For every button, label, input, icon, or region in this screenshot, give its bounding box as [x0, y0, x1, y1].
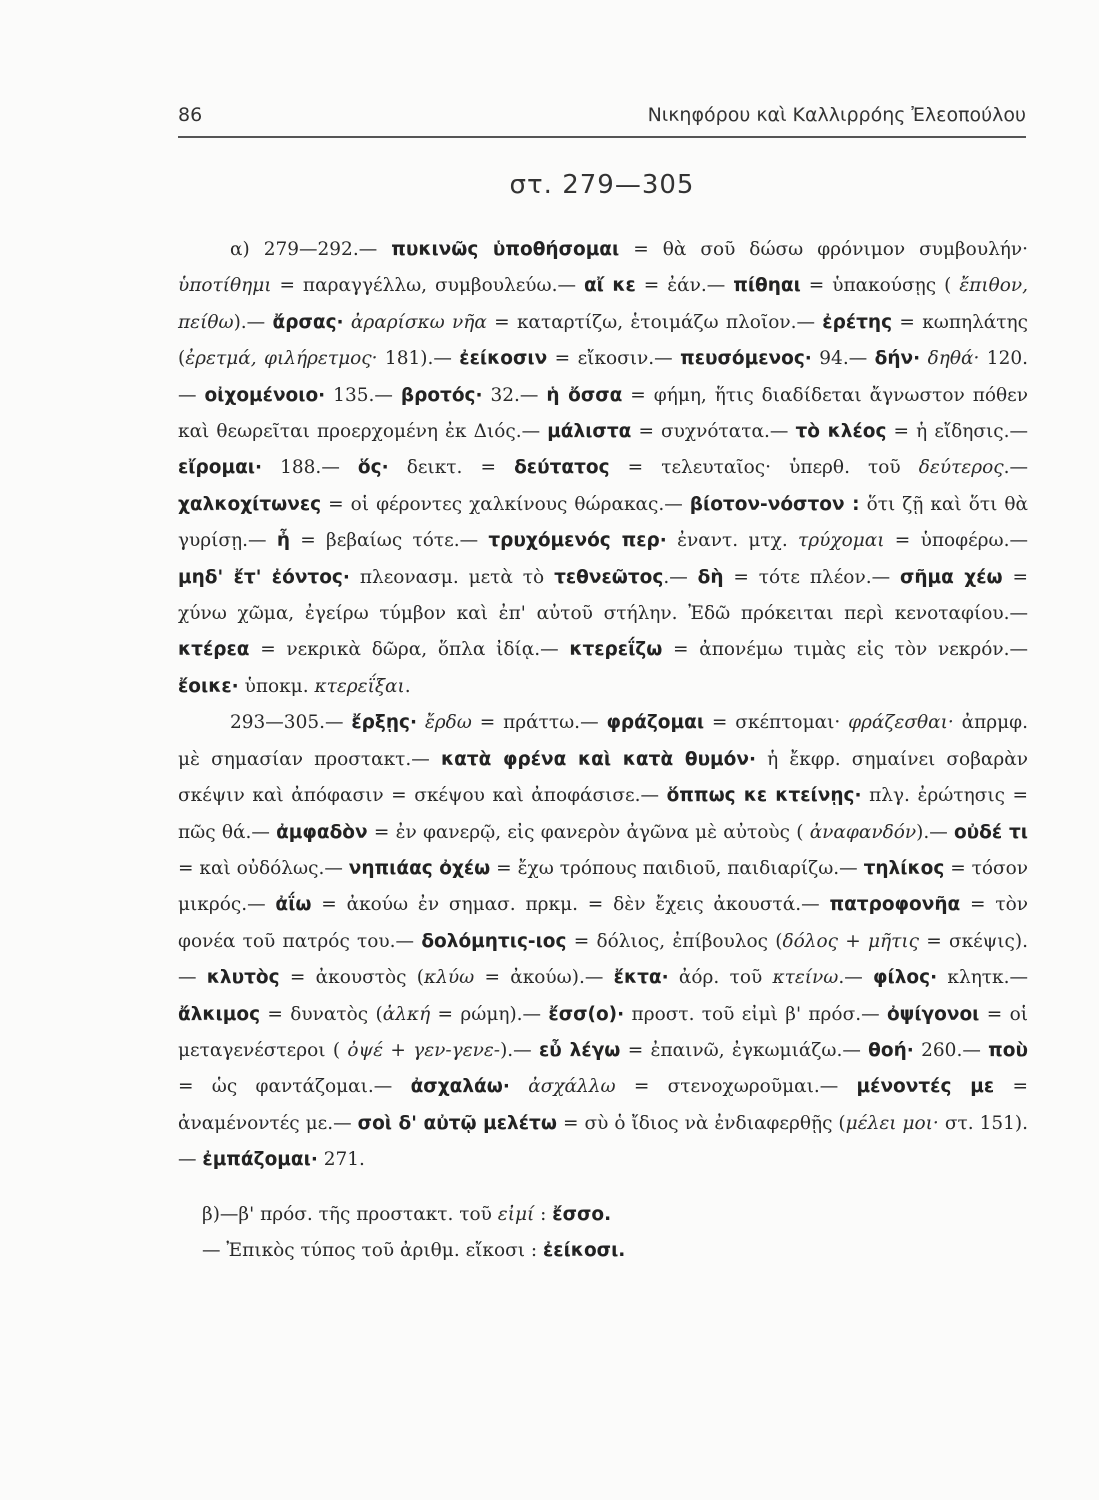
gloss-text: = ἀπονέμω τιμὰς εἰς τὸν νεκρόν.— — [662, 639, 1028, 661]
italic-term: κλύω — [423, 967, 475, 989]
headword: ποὺ — [988, 1039, 1029, 1061]
gloss-text: πλγ. ἐρώτησις = πῶς θά.— — [178, 785, 1028, 843]
gloss-text: = θὰ σοῦ δώσω φρόνιμον συμβουλήν· — [619, 239, 1029, 260]
headword: τρυχόμενός περ· — [488, 530, 667, 552]
gloss-text: α) 279—292.— — [230, 239, 392, 260]
headword: ἐείκοσιν — [459, 348, 548, 370]
headword: πυκινῶς ὑποθήσομαι — [391, 239, 620, 260]
gloss-text: κλητκ.— — [937, 967, 1028, 989]
gloss-text: = οἱ μεταγενέστεροι ( — [178, 1003, 1029, 1061]
italic-term: ἀσχάλλω — [528, 1076, 616, 1098]
gloss-text: = παραγγέλλω, συμβουλεύω.— — [271, 275, 584, 297]
gloss-text: = ἡ εἴδησις.— — [886, 421, 1028, 443]
headword: πευσόμενος· — [680, 348, 812, 370]
gloss-text: — Ἐπικὸς τύπος τοῦ ἀριθμ. εἴκοσι : — [202, 1239, 543, 1261]
headword: οὐδέ τι — [953, 821, 1028, 843]
headword: ἔρξῃς· — [351, 712, 417, 734]
headword: ὀψίγονοι — [886, 1003, 980, 1025]
gloss-text: πλεονασμ. μετὰ τὸ — [349, 566, 555, 588]
gloss-text: ἀπρμφ. μὲ σημασίαν προστακτ.— — [178, 712, 1028, 770]
gloss-text: ἐναντ. μτχ. — [666, 530, 799, 552]
gloss-text: = πράττω.— — [471, 712, 607, 734]
italic-term: ἐρετμά, φιλήρετμος· — [185, 348, 378, 370]
italic-term: κτείνω — [772, 967, 839, 989]
headword: κατὰ φρένα καὶ κατὰ θυμόν· — [440, 748, 757, 770]
gloss-text: = δόλιος, ἐπίβουλος ( — [566, 930, 783, 952]
headword: μένοντές με — [856, 1076, 995, 1098]
italic-term: τρύχομαι — [798, 530, 885, 552]
page-number: 86 — [178, 104, 203, 126]
headword: τηλίκος — [863, 857, 945, 879]
headword: κλυτὸς — [206, 967, 280, 989]
gloss-text: : — [534, 1203, 553, 1225]
gloss-text: = ρώμη).— — [430, 1003, 549, 1025]
gloss-text — [417, 712, 425, 733]
gloss-text: = κωπηλάτης ( — [178, 311, 1028, 370]
italic-term: μῆτις — [868, 930, 919, 952]
italic-term: δόλος — [782, 930, 838, 952]
gloss-text: ὑποκμ. — [238, 675, 315, 697]
footer-notes — [178, 1197, 1028, 1269]
headword: φράζομαι — [606, 712, 705, 734]
gloss-text: = τότε πλέον.— — [723, 566, 900, 588]
italic-term: ἔρδω — [424, 712, 472, 734]
gloss-text: = ἐάν.— — [635, 275, 734, 297]
gloss-text: προστ. τοῦ εἰμὶ β' πρόσ.— — [624, 1003, 887, 1025]
headword: ὅς· — [357, 457, 389, 479]
gloss-text: 120.— — [178, 348, 1028, 406]
commentary-body — [178, 232, 1028, 1269]
gloss-text: = δυνατὸς ( — [260, 1003, 383, 1025]
page-header — [178, 100, 1026, 138]
gloss-text: = ἐπαινῶ, ἐγκωμιάζω.— — [620, 1039, 869, 1061]
gloss-text: ).— — [916, 821, 954, 843]
headword: ἀμφαδὸν — [276, 821, 368, 843]
headword: ἀΐω — [275, 894, 312, 916]
headword: πατροφονῆα — [829, 894, 961, 916]
gloss-text — [510, 1076, 528, 1097]
gloss-text: = βεβαίως τότε.— — [289, 530, 489, 552]
gloss-text: β)—β' πρόσ. τῆς προστακτ. τοῦ — [202, 1203, 498, 1225]
gloss-text: + — [838, 930, 869, 952]
gloss-text: 94.— — [811, 348, 875, 370]
gloss-text: 188.— — [262, 457, 358, 479]
gloss-text: 181).— — [377, 348, 460, 370]
gloss-text: = ἀκούω).— — [474, 967, 614, 989]
paragraph-b — [178, 705, 1028, 1178]
headword: ἔοικε· — [178, 675, 239, 697]
headword: δολόμητις-ιος — [421, 930, 567, 952]
headword: δεύτατος — [514, 457, 610, 479]
italic-term: ἀλκή — [382, 1003, 431, 1025]
headword: σῆμα χέω — [899, 566, 1003, 588]
gloss-text: = ὑποφέρω.— — [884, 530, 1029, 552]
headword: μάλιστα — [547, 421, 632, 443]
headword: ἐείκοσι. — [543, 1239, 626, 1261]
headword: πίθηαι — [733, 275, 801, 297]
gloss-text: = καταρτίζω, ἑτοιμάζω πλοῖον.— — [486, 311, 823, 333]
italic-term: εἰμί — [497, 1203, 535, 1225]
gloss-text: δεικτ. = — [388, 457, 515, 479]
gloss-text: 260.— — [913, 1039, 989, 1061]
headword: εἴρομαι· — [178, 457, 263, 479]
section-title: στ. 279—305 — [509, 170, 695, 200]
gloss-text: .— — [1003, 457, 1029, 479]
running-head: Νικηφόρου καὶ Καλλιρρόης Ἐλεοπούλου — [647, 104, 1026, 126]
gloss-text — [920, 348, 927, 369]
gloss-text: = τελευταῖος· ὑπερθ. τοῦ — [609, 457, 919, 479]
gloss-text: = χύνω χῶμα, ἐγείρω τύμβον καὶ ἐπ' αὐτοῦ στήλην. Ἐδῶ πρόκειται περὶ κενοταφίου.— — [178, 566, 1028, 625]
headword: αἴ κε — [583, 275, 636, 297]
italic-term: φράζεσθαι· — [848, 712, 954, 734]
gloss-text: = συχνότατα.— — [631, 421, 796, 443]
headword: νηπιάας ὀχέω — [348, 857, 491, 879]
headword: ἔσσ(ο)· — [548, 1003, 625, 1025]
italic-term: ἀναφανδόν — [809, 821, 917, 843]
gloss-text: 271. — [317, 1149, 365, 1171]
gloss-text: στ. 151).— — [178, 1112, 1028, 1171]
headword: κτερεΐζω — [569, 639, 663, 661]
footer-line — [178, 1197, 1028, 1233]
gloss-text: = ὑπακούσῃς ( — [800, 275, 960, 297]
headword: μηδ' ἔτ' ἐόντος· — [178, 566, 350, 588]
italic-term: μέλει μοι· — [845, 1112, 939, 1134]
gloss-text: = νεκρικὰ δῶρα, ὅπλα ἰδίᾳ.— — [249, 639, 570, 661]
italic-term: ἔπιθον, πείθω — [178, 275, 1028, 333]
headword: θοή· — [868, 1039, 914, 1061]
headword: δὴ — [697, 566, 724, 588]
gloss-text: = ἐν φανερῷ, εἰς φανερὸν ἀγῶνα μὲ αὐτοὺς ( — [367, 821, 810, 843]
gloss-text: = ἀκούω ἐν σημασ. πρκμ. = δὲν ἔχεις ἀκουστά.— — [311, 894, 830, 916]
gloss-text: = τὸν φονέα τοῦ πατρός του.— — [178, 894, 1028, 952]
gloss-text: = σκέψις).— — [178, 930, 1028, 989]
gloss-text: = καὶ οὐδόλως.— — [178, 857, 349, 879]
paragraph-a — [178, 232, 1028, 705]
headword: ἀσχαλάω· — [410, 1076, 510, 1098]
headword: βροτός· — [400, 384, 483, 406]
headword: σοὶ δ' αὐτῷ μελέτω — [357, 1112, 557, 1134]
gloss-text: .— — [663, 566, 698, 588]
headword: ἐρέτης — [822, 311, 893, 333]
gloss-text: . — [404, 675, 411, 697]
gloss-text: = σὺ ὁ ἴδιος νὰ ἐνδιαφερθῇς ( — [556, 1112, 846, 1134]
headword: οἰχομένοιο· — [204, 384, 326, 406]
italic-term: ὑποτίθημι — [178, 275, 272, 297]
gloss-text: ἀόρ. τοῦ — [668, 967, 773, 989]
gloss-text: = οἱ φέροντες χαλκίνους θώρακας.— — [321, 493, 690, 515]
gloss-text: = σκέπτομαι· — [704, 712, 849, 734]
gloss-text: = ἀναμένοντές με.— — [178, 1076, 1029, 1134]
gloss-text: 293—305.— — [230, 712, 352, 734]
italic-term: κτερεΐξαι — [314, 675, 405, 697]
gloss-text: 135.— — [325, 384, 401, 406]
headword: ἄλκιμος — [178, 1003, 261, 1025]
gloss-text: = ἀκουστὸς ( — [279, 967, 424, 989]
italic-term: δεύτερος — [918, 457, 1004, 479]
gloss-text: ).— — [500, 1039, 539, 1061]
italic-term: δηθά· — [927, 348, 980, 370]
headword: ἡ ὄσσα — [546, 384, 623, 406]
headword: δήν· — [874, 348, 921, 370]
gloss-text: = ἔχω τρόπους παιδιοῦ, παιδιαρίζω.— — [490, 857, 864, 879]
headword: τὸ κλέος — [795, 421, 887, 443]
headword: φίλος· — [873, 967, 938, 989]
gloss-text: = τόσον μικρός.— — [178, 857, 1029, 916]
gloss-text: ἡ ἔκφρ. σημαίνει σοβαρὰν σκέψιν καὶ ἀπόφασιν = σκέψου καὶ ἀποφάσισε.— — [178, 748, 1028, 807]
gloss-text: .— — [838, 967, 874, 989]
italic-term: ἀραρίσκω νῆα — [350, 311, 487, 333]
gloss-text: = ὡς φαντάζομαι.— — [178, 1076, 411, 1098]
headword: ἔσσο. — [552, 1203, 612, 1225]
gloss-text: ).— — [233, 311, 273, 333]
headword: βίοτον-νόστον : — [689, 493, 860, 515]
footer-line — [178, 1233, 1028, 1269]
gloss-text — [344, 312, 351, 333]
gloss-text: = εἴκοσιν.— — [547, 348, 681, 370]
gloss-text: = φήμη, ἥτις διαδίδεται ἄγνωστον πόθεν καὶ θεωρεῖται προερχομένη ἐκ Διός.— — [178, 384, 1028, 443]
headword: ἔκτα· — [613, 967, 669, 989]
headword: ἐμπάζομαι· — [202, 1149, 318, 1171]
gloss-text: = στενοχωροῦμαι.— — [615, 1076, 857, 1098]
headword: κτέρεα — [178, 639, 250, 661]
headword: τεθνεῶτος — [554, 566, 664, 588]
headword: ἄρσας· — [272, 311, 344, 333]
headword: χαλκοχίτωνες — [178, 493, 322, 515]
headword: ἦ — [276, 530, 290, 552]
italic-term: ὀψέ + γεν-γενε- — [347, 1039, 501, 1061]
headword: εὖ λέγω — [539, 1039, 621, 1061]
headword: ὅππως κε κτείνῃς· — [666, 785, 862, 807]
gloss-text: ὅτι ζῇ καὶ ὅτι θὰ γυρίσῃ.— — [178, 493, 1028, 552]
gloss-text: 32.— — [482, 384, 547, 406]
